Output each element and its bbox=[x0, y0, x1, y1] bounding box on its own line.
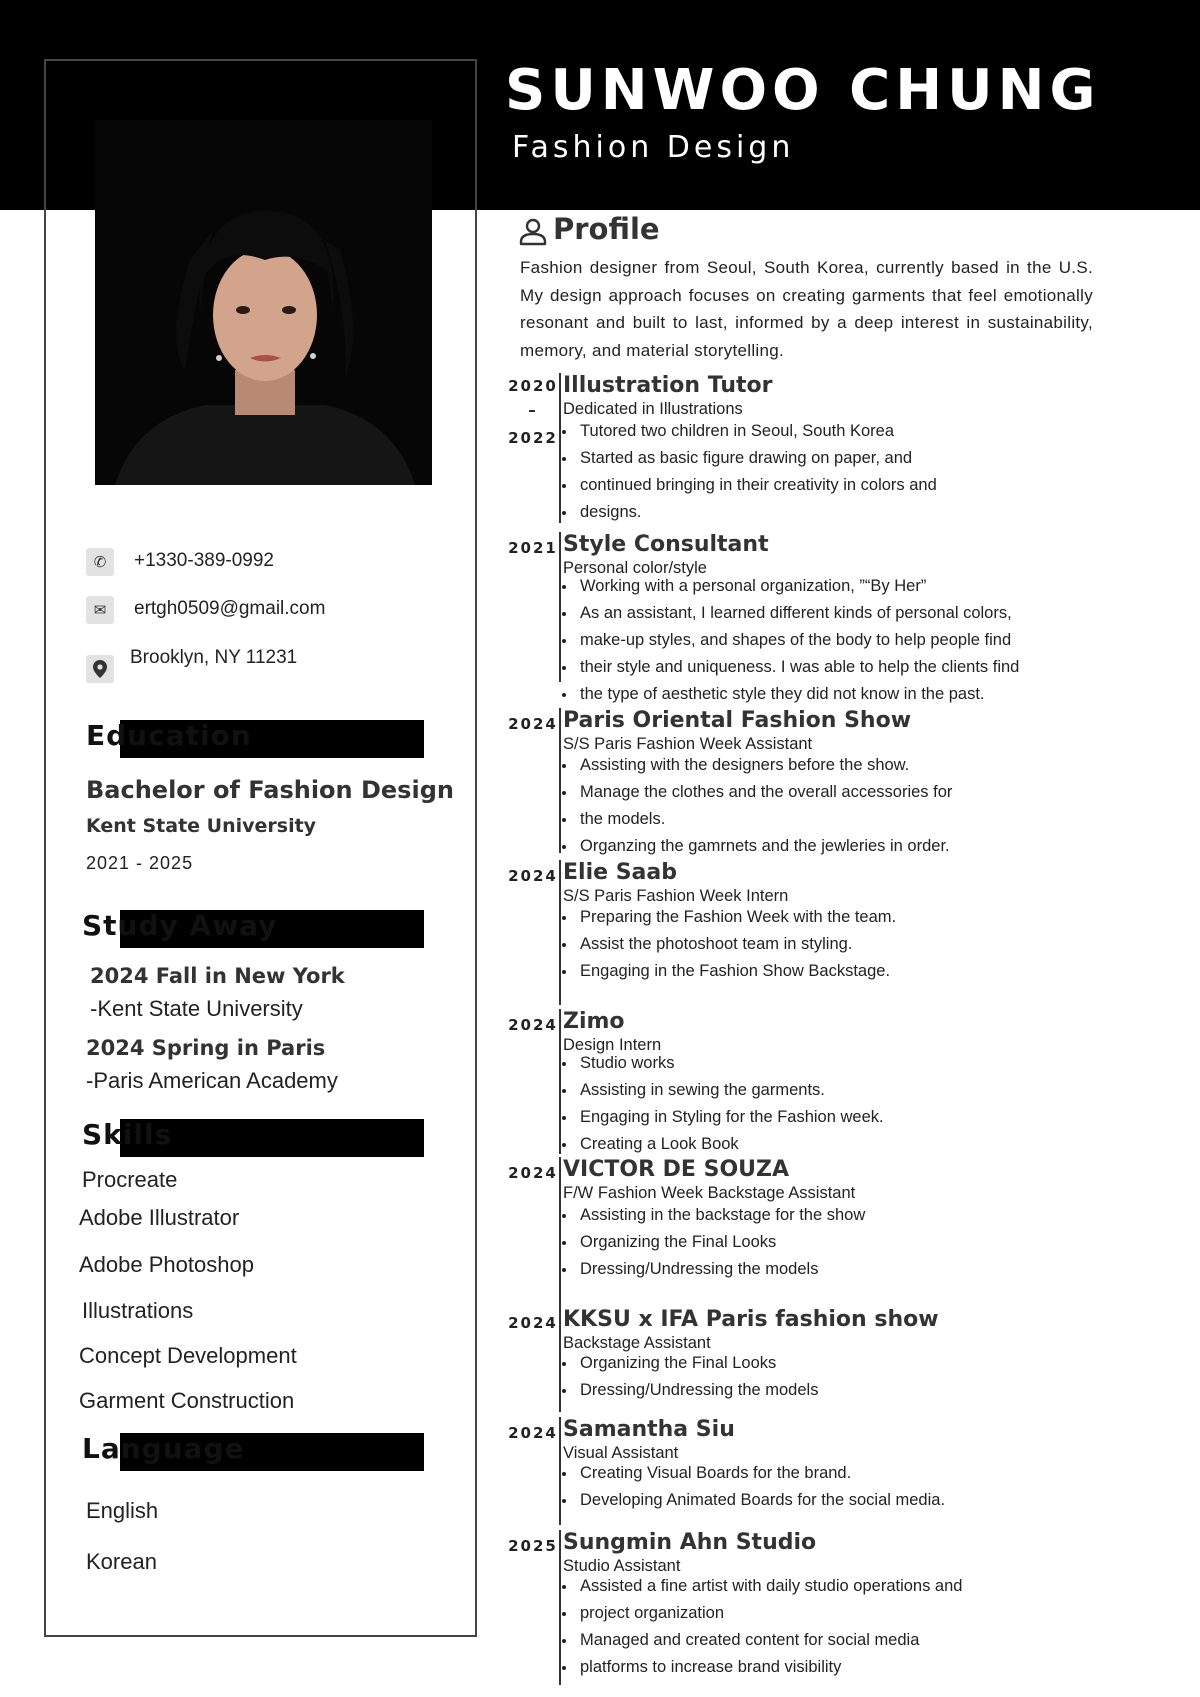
job-subtitle: Studio Assistant bbox=[563, 1557, 681, 1575]
bullet-item: designs. bbox=[563, 499, 937, 526]
bullet-item: Creating a Look Book bbox=[563, 1131, 884, 1158]
job-year: 2024 bbox=[508, 1314, 558, 1332]
timeline-line bbox=[559, 1157, 561, 1307]
bullet-item: platforms to increase brand visibility bbox=[563, 1654, 962, 1681]
bullet-item: Preparing the Fashion Week with the team. bbox=[563, 904, 896, 931]
job-bullets bbox=[563, 418, 937, 526]
language-item: English bbox=[86, 1498, 159, 1523]
bullet-item: Developing Animated Boards for the social media. bbox=[563, 1487, 945, 1514]
study-school: -Kent State University bbox=[90, 996, 303, 1021]
job-year: 2024 bbox=[508, 867, 558, 885]
bullet-item: Manage the clothes and the overall accessories for bbox=[563, 779, 952, 806]
job-subtitle: Personal color/style bbox=[563, 559, 707, 577]
year-start: 2020 bbox=[508, 377, 558, 395]
skill-item: Procreate bbox=[82, 1167, 178, 1192]
location-pin-icon bbox=[86, 655, 114, 683]
envelope-icon: ✉ bbox=[86, 596, 114, 624]
job-year: 2024 bbox=[508, 715, 558, 733]
bullet-item: Assisted a fine artist with daily studio operations and bbox=[563, 1573, 962, 1600]
job-title: KKSU x IFA Paris fashion show bbox=[563, 1307, 939, 1332]
timeline-line bbox=[559, 532, 561, 682]
study-term: 2024 Spring in Paris bbox=[86, 1036, 326, 1060]
bullet-item: Assist the photoshoot team in styling. bbox=[563, 931, 896, 958]
bullet-item: Dressing/Undressing the models bbox=[563, 1256, 865, 1283]
job-title: VICTOR DE SOUZA bbox=[563, 1157, 790, 1182]
timeline-line bbox=[559, 1530, 561, 1685]
job-bullets bbox=[563, 1050, 884, 1158]
timeline-line bbox=[559, 860, 561, 1005]
year-end: 2022 bbox=[508, 429, 558, 447]
job-title: Samantha Siu bbox=[563, 1417, 735, 1442]
job-title: Sungmin Ahn Studio bbox=[563, 1530, 817, 1555]
job-year: 2024 bbox=[508, 1164, 558, 1182]
portrait-illustration bbox=[95, 120, 432, 485]
job-bullets bbox=[563, 1350, 818, 1404]
bullet-item: Organizing the Final Looks bbox=[563, 1229, 865, 1256]
email-address: ertgh0509@gmail.com bbox=[134, 598, 326, 619]
job-title: Elie Saab bbox=[563, 860, 677, 885]
language-heading: Language bbox=[82, 1432, 245, 1465]
bullet-item: As an assistant, I learned different kinds of personal colors, bbox=[563, 600, 1019, 627]
bullet-item: Assisting in sewing the garments. bbox=[563, 1077, 884, 1104]
bullet-item: Organzing the gamrnets and the jewleries in order. bbox=[563, 833, 952, 860]
job-bullets bbox=[563, 573, 1019, 708]
bullet-item: the type of aesthetic style they did not know in the past. bbox=[563, 681, 1019, 708]
job-subtitle: S/S Paris Fashion Week Intern bbox=[563, 887, 789, 905]
timeline-line bbox=[559, 1417, 561, 1525]
job-year: 2021 bbox=[508, 539, 558, 557]
timeline-line bbox=[559, 708, 561, 853]
job-title: Paris Oriental Fashion Show bbox=[563, 708, 912, 733]
bullet-item: Dressing/Undressing the models bbox=[563, 1377, 818, 1404]
job-year: 2025 bbox=[508, 1537, 558, 1555]
job-title: Illustration Tutor bbox=[563, 373, 773, 398]
study-term: 2024 Fall in New York bbox=[90, 964, 345, 988]
job-subtitle: S/S Paris Fashion Week Assistant bbox=[563, 735, 813, 753]
study-away-heading: Study Away bbox=[82, 909, 278, 942]
portrait-photo bbox=[95, 120, 432, 485]
bullet-item: Tutored two children in Seoul, South Korea bbox=[563, 418, 937, 445]
job-year: 2024 bbox=[508, 1016, 558, 1034]
degree-name: Bachelor of Fashion Design bbox=[86, 776, 454, 804]
bullet-item: Studio works bbox=[563, 1050, 884, 1077]
language-item: Korean bbox=[86, 1549, 157, 1574]
job-subtitle: F/W Fashion Week Backstage Assistant bbox=[563, 1184, 856, 1202]
bullet-item: Engaging in Styling for the Fashion week. bbox=[563, 1104, 884, 1131]
bullet-item: Working with a personal organization, ”“By Her” bbox=[563, 573, 1019, 600]
timeline-line bbox=[559, 1307, 561, 1412]
timeline-line bbox=[559, 1009, 561, 1154]
bullet-item: Managed and created content for social media bbox=[563, 1627, 962, 1654]
skill-item: Concept Development bbox=[79, 1343, 297, 1368]
bullet-item: Assisting in the backstage for the show bbox=[563, 1202, 865, 1229]
job-bullets bbox=[563, 904, 896, 985]
bullet-item: the models. bbox=[563, 806, 952, 833]
phone-icon: ✆ bbox=[86, 548, 114, 576]
bullet-item: Assisting with the designers before the show. bbox=[563, 752, 952, 779]
skill-item: Adobe Illustrator bbox=[79, 1205, 240, 1230]
job-bullets bbox=[563, 1573, 962, 1681]
bullet-item: make-up styles, and shapes of the body to help people find bbox=[563, 627, 1019, 654]
profile-text: Fashion designer from Seoul, South Korea, currently based in the U.S. My design approach focuses on creating garments that feel emotionally resonant and built to last, informed by a deep interest in sustainability, memory, and material storytelling. bbox=[520, 258, 1093, 360]
job-bullets bbox=[563, 1460, 945, 1514]
job-title: Style Consultant bbox=[563, 532, 769, 557]
bullet-item: Started as basic figure drawing on paper, and bbox=[563, 445, 937, 472]
person-icon bbox=[519, 218, 547, 246]
bullet-item: Engaging in the Fashion Show Backstage. bbox=[563, 958, 896, 985]
profile-heading: Profile bbox=[553, 212, 660, 246]
education-heading: Education bbox=[86, 719, 252, 752]
candidate-role: Fashion Design bbox=[512, 130, 795, 165]
school-name: Kent State University bbox=[86, 815, 317, 837]
job-subtitle: Backstage Assistant bbox=[563, 1334, 711, 1352]
skills-heading: Skills bbox=[82, 1118, 173, 1151]
job-bullets bbox=[563, 1202, 865, 1283]
address-text: Brooklyn, NY 11231 bbox=[130, 647, 298, 668]
timeline-line bbox=[559, 373, 561, 523]
year-dash: – bbox=[528, 401, 538, 419]
bullet-item: project organization bbox=[563, 1600, 962, 1627]
candidate-name: SUNWOO CHUNG bbox=[505, 58, 1101, 123]
bullet-item: Organizing the Final Looks bbox=[563, 1350, 818, 1377]
job-subtitle: Visual Assistant bbox=[563, 1444, 679, 1462]
job-bullets bbox=[563, 752, 952, 860]
skill-item: Garment Construction bbox=[79, 1388, 295, 1413]
job-subtitle: Dedicated in Illustrations bbox=[563, 400, 743, 418]
bullet-item: continued bringing in their creativity in colors and bbox=[563, 472, 937, 499]
bullet-item: their style and uniqueness. I was able to help the clients find bbox=[563, 654, 1019, 681]
job-subtitle: Design Intern bbox=[563, 1036, 662, 1054]
bullet-item: Creating Visual Boards for the brand. bbox=[563, 1460, 945, 1487]
job-title: Zimo bbox=[563, 1009, 625, 1034]
phone-number: +1330-389-0992 bbox=[134, 550, 274, 571]
job-year: 2024 bbox=[508, 1424, 558, 1442]
skill-item: Illustrations bbox=[82, 1298, 194, 1323]
education-years: 2021 - 2025 bbox=[86, 853, 194, 873]
study-school: -Paris American Academy bbox=[86, 1068, 338, 1093]
skill-item: Adobe Photoshop bbox=[79, 1252, 254, 1277]
